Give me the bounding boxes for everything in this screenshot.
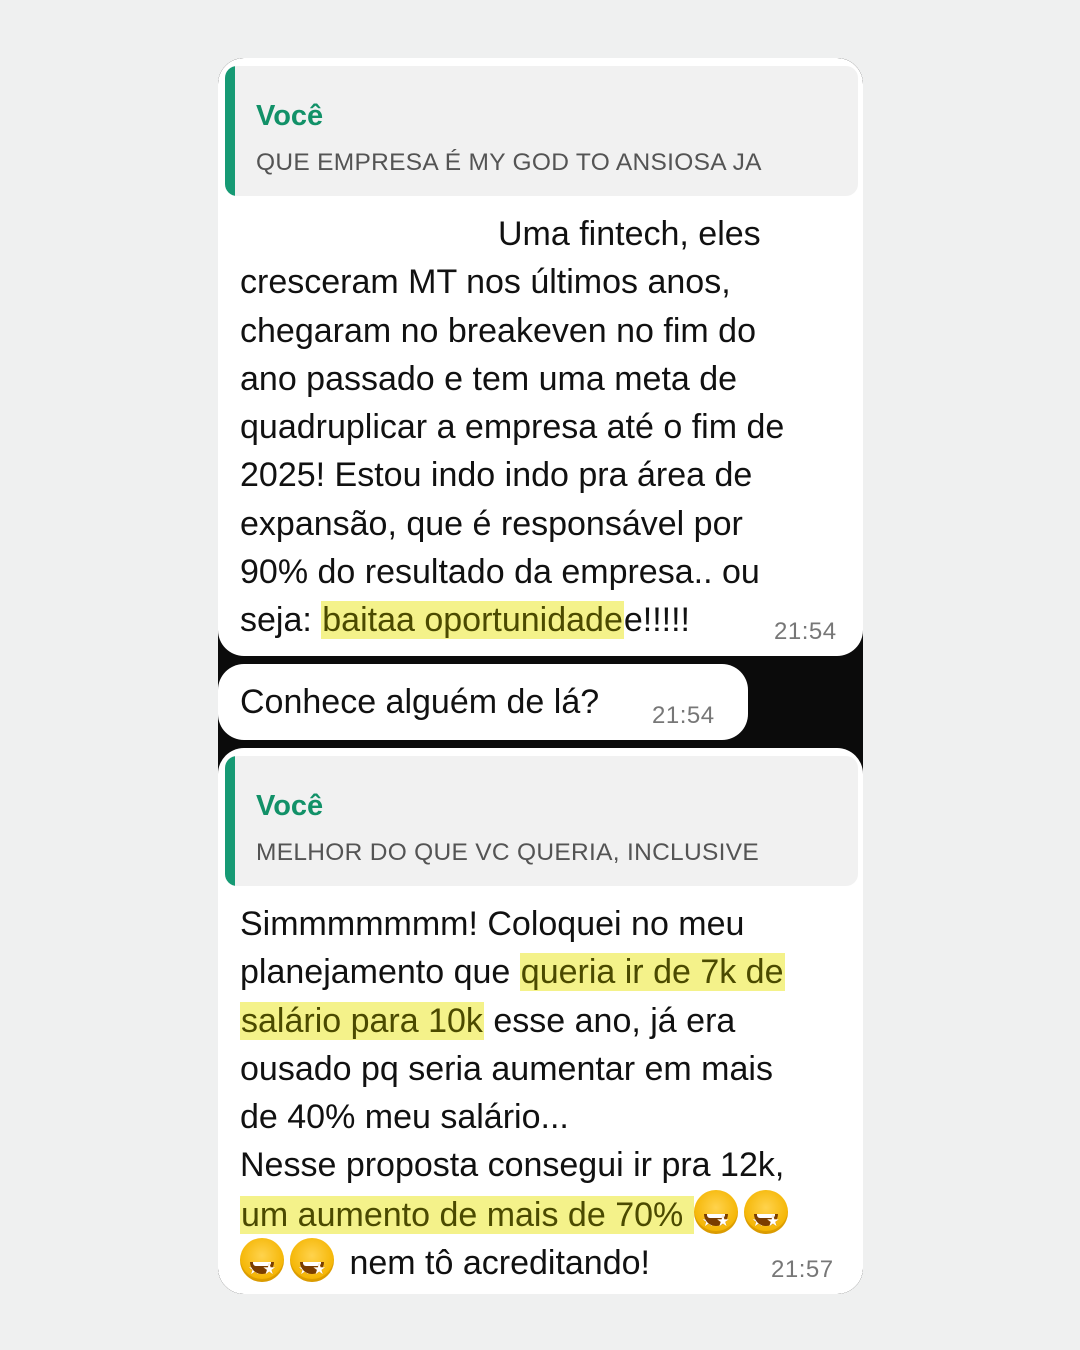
quote-text: MELHOR DO QUE VC QUERIA, INCLUSIVE — [256, 839, 760, 866]
message-line: quadruplicar a empresa até o fim de — [240, 408, 785, 447]
message-bubble-fintech[interactable] — [218, 58, 863, 656]
text-segment: nem tô acreditando! — [340, 1244, 650, 1283]
message-bubble-salary[interactable] — [218, 748, 863, 1294]
quote-text: QUE EMPRESA É MY GOD TO ANSIOSA JA — [256, 149, 762, 176]
quote-accent-bar — [225, 66, 235, 196]
message-bubble-question[interactable] — [218, 664, 748, 740]
message-text — [240, 900, 794, 1286]
message-timestamp: 21:54 — [652, 702, 715, 729]
star-struck-emoji-icon — [694, 1190, 738, 1234]
message-line — [240, 997, 794, 1045]
star-struck-emoji-icon — [290, 1238, 334, 1282]
message-line: ousado pq seria aumentar em mais — [240, 1049, 773, 1088]
message-line: de 40% meu salário... — [240, 1098, 569, 1137]
message-line: 2025! Estou indo indo pra área de — [240, 456, 753, 495]
message-line — [240, 948, 794, 996]
quote-author: Você — [256, 790, 324, 822]
quote-accent-bar — [225, 756, 235, 886]
message-line: cresceram MT nos últimos anos, — [240, 263, 731, 302]
text-segment: planejamento que — [240, 953, 520, 992]
message-line: Nesse proposta consegui ir pra 12k, — [240, 1146, 785, 1185]
highlighted-text: salário para 10k — [241, 1001, 483, 1040]
message-line: expansão, que é responsável por — [240, 504, 743, 543]
highlighted-text: baitaa oportunidade — [322, 601, 623, 640]
quote-author: Você — [256, 100, 324, 132]
message-line: 90% do resultado da empresa.. ou — [240, 553, 760, 592]
message-line: Uma fintech, eles — [498, 215, 761, 253]
message-line: chegaram no breakeven no fim do — [240, 311, 756, 350]
text-segment: e!!!!! — [623, 601, 690, 640]
star-struck-emoji-icon — [240, 1238, 284, 1282]
star-struck-emoji-icon — [744, 1190, 788, 1234]
message-timestamp: 21:57 — [771, 1256, 834, 1283]
message-line — [240, 596, 784, 644]
message-line — [240, 1190, 794, 1238]
text-segment: seja: — [240, 601, 322, 640]
message-text: Conhece alguém de lá? — [240, 683, 600, 721]
quoted-reply[interactable] — [225, 66, 858, 196]
message-line: ano passado e tem uma meta de — [240, 359, 738, 398]
highlighted-text: um aumento de mais de 70% — [241, 1195, 693, 1234]
highlighted-text: queria ir de 7k de — [520, 953, 784, 992]
quoted-reply[interactable] — [225, 756, 858, 886]
text-segment: esse ano, já era — [483, 1001, 736, 1040]
chat-conversation — [218, 58, 863, 1294]
message-timestamp: 21:54 — [774, 618, 837, 645]
message-line: Simmmmmmm! Coloquei no meu — [240, 905, 745, 943]
message-text — [240, 210, 784, 645]
